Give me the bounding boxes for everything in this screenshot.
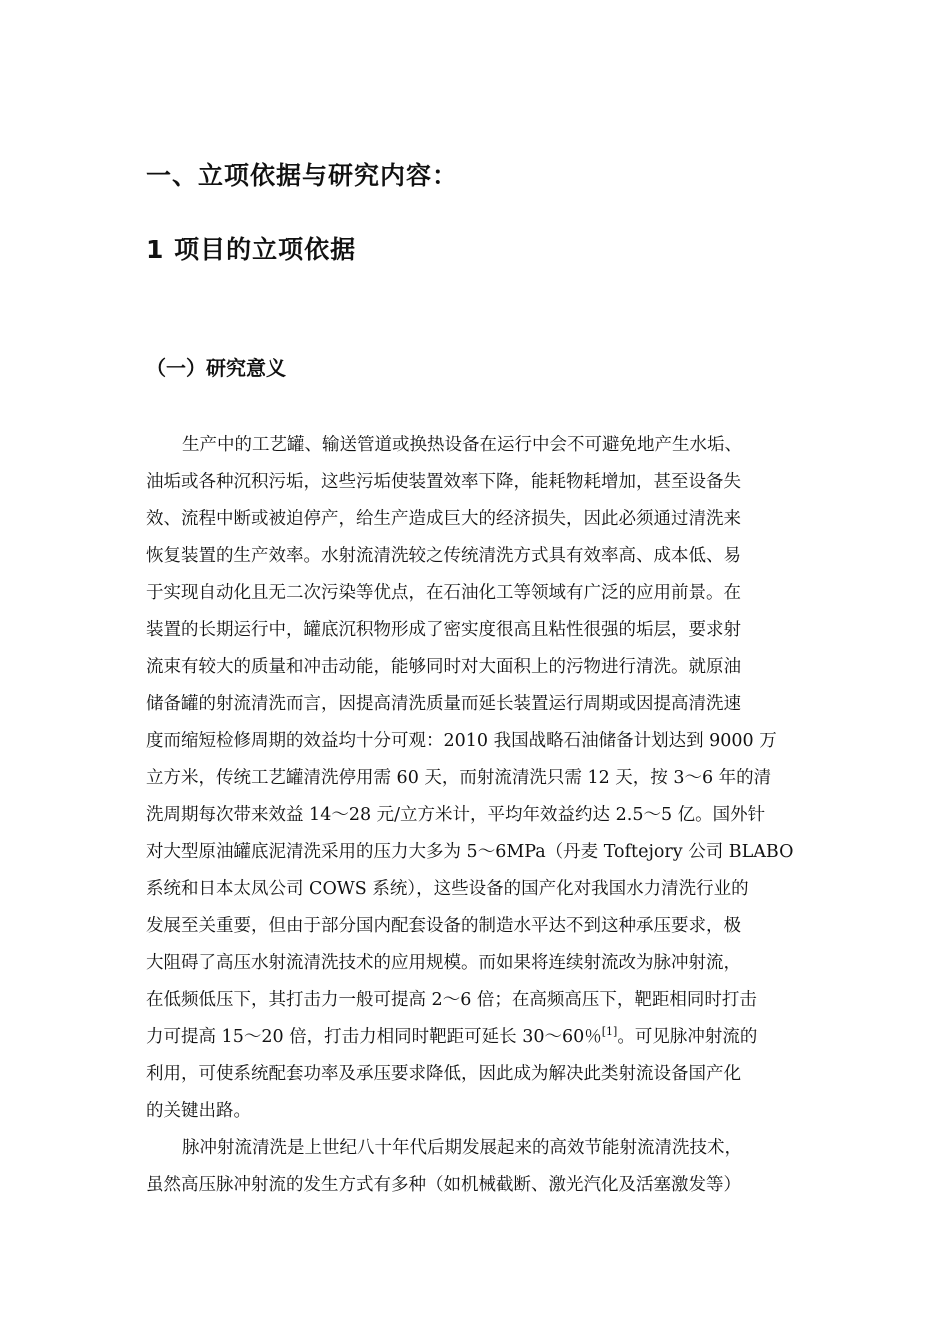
citation-reference[interactable]: [1] xyxy=(601,1025,618,1038)
paragraph-line: 虽然高压脉冲射流的发生方式有多种（如机械截断、激光汽化及活塞激发等） xyxy=(146,1175,741,1195)
paragraph-line: 在低频低压下，其打击力一般可提高 2～6 倍；在高频高压下，靶距相同时打击 xyxy=(146,990,757,1010)
paragraph-line: 于实现自动化且无二次污染等优点，在石油化工等领域有广泛的应用前景。在 xyxy=(146,583,741,603)
paragraph-line: 生产中的工艺罐、输送管道或换热设备在运行中会不可避免地产生水垢、 xyxy=(182,435,742,455)
paragraph-line: 效、流程中断或被迫停产，给生产造成巨大的经济损失，因此必须通过清洗来 xyxy=(146,509,741,529)
paragraph-line: 储备罐的射流清洗而言，因提高清洗质量而延长装置运行周期或因提高清洗速 xyxy=(146,694,741,714)
paragraph-line: 系统和日本太凤公司 COWS 系统），这些设备的国产化对我国水力清洗行业的 xyxy=(146,879,749,899)
paragraph-line: 对大型原油罐底泥清洗采用的压力大多为 5～6MPa（丹麦 Toftejory 公司 BLABO xyxy=(146,842,794,862)
body-text xyxy=(146,427,814,1204)
paragraph-line: 的关键出路。 xyxy=(146,1101,251,1121)
paragraph-line: 脉冲射流清洗是上世纪八十年代后期发展起来的高效节能射流清洗技术， xyxy=(182,1138,742,1158)
paragraph-line-with-citation xyxy=(146,1019,814,1056)
main-heading: 一、立项依据与研究内容： xyxy=(146,161,459,190)
paragraph-line-text: 力可提高 15～20 倍，打击力相同时靶距可延长 30～60％ xyxy=(146,1027,602,1047)
paragraph-line: 大阻碍了高压水射流清洗技术的应用规模。而如果将连续射流改为脉冲射流， xyxy=(146,953,741,973)
paragraph-line: 流束有较大的质量和冲击动能，能够同时对大面积上的污物进行清洗。就原油 xyxy=(146,657,741,677)
paragraph-line: 发展至关重要，但由于部分国内配套设备的制造水平达不到这种承压要求，极 xyxy=(146,916,741,936)
paragraph-line: 装置的长期运行中，罐底沉积物形成了密实度很高且粘性很强的垢层，要求射 xyxy=(146,620,741,640)
section-heading: 1 项目的立项依据 xyxy=(146,235,357,264)
paragraph-line: 度而缩短检修周期的效益均十分可观：2010 我国战略石油储备计划达到 9000 万 xyxy=(146,731,777,751)
paragraph-line: 洗周期每次带来效益 14～28 元/立方米计，平均年效益约达 2.5～5 亿。国外针 xyxy=(146,805,766,825)
paragraph-line-tail: 。可见脉冲射流的 xyxy=(617,1027,758,1047)
paragraph-line: 油垢或各种沉积污垢，这些污垢使装置效率下降，能耗物耗增加，甚至设备失 xyxy=(146,472,741,492)
paragraph-line: 利用，可使系统配套功率及承压要求降低，因此成为解决此类射流设备国产化 xyxy=(146,1064,741,1084)
paragraph-line: 恢复装置的生产效率。水射流清洗较之传统清洗方式具有效率高、成本低、易 xyxy=(146,546,741,566)
paragraph-line: 立方米，传统工艺罐清洗停用需 60 天，而射流清洗只需 12 天，按 3～6 年的清 xyxy=(146,768,772,788)
subsection-heading: （一）研究意义 xyxy=(146,356,286,380)
